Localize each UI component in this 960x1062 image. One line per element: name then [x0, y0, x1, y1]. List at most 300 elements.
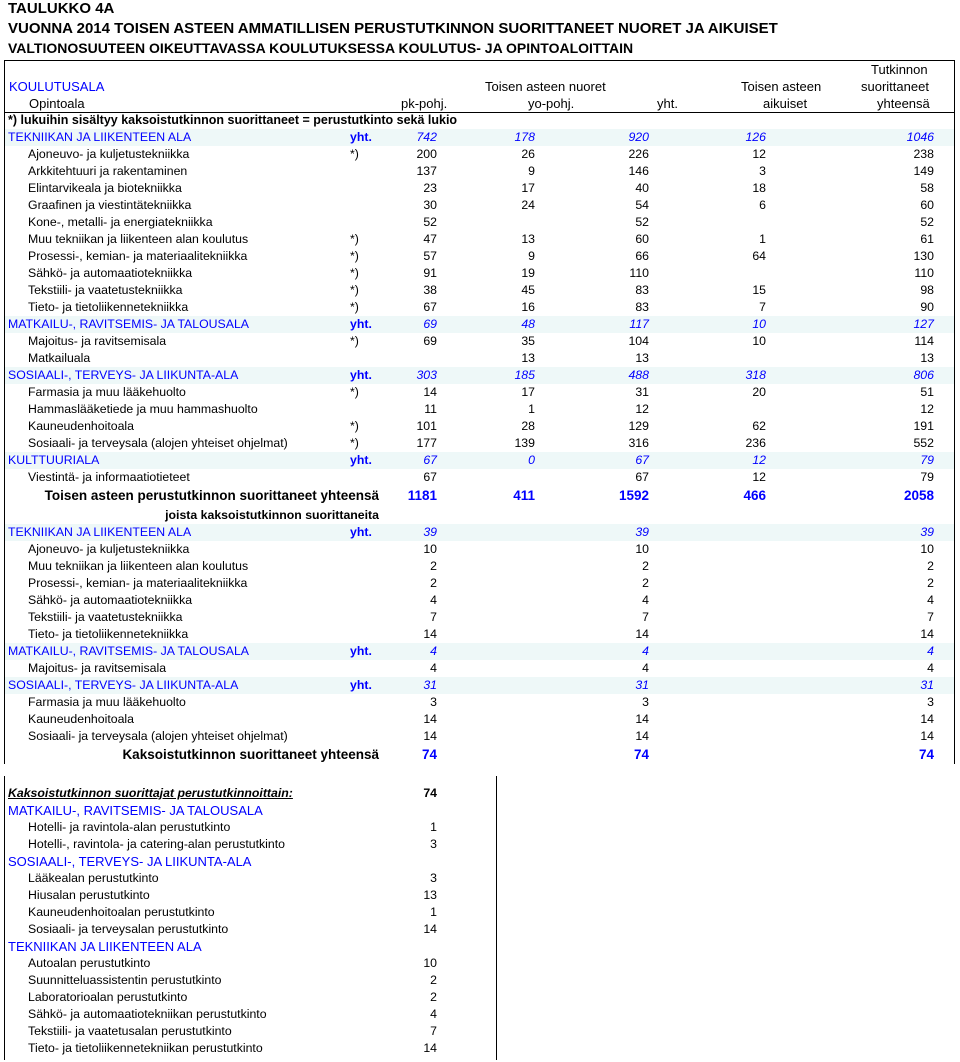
- row-label: Majoitus- ja ravitsemisala: [28, 334, 167, 348]
- cell-pk: 67: [423, 300, 437, 314]
- cell-value: 1: [430, 905, 437, 919]
- list-item: [4, 785, 955, 802]
- cell-value: 7: [430, 1024, 437, 1038]
- cell-value: 4: [430, 1007, 437, 1021]
- cell-tot: 2058: [903, 488, 934, 503]
- row-label: Arkkitehtuuri ja rakentaminen: [28, 164, 188, 178]
- table-row: [4, 541, 955, 558]
- cell-tot: 238: [913, 147, 934, 161]
- cell-value: 14: [423, 1041, 437, 1055]
- cell-pk: 4: [430, 593, 437, 607]
- row-label: SOSIAALI-, TERVEYS- JA LIIKUNTA-ALA: [8, 368, 239, 382]
- sub-heading-row: [4, 506, 955, 524]
- table-number: TAULUKKO 4A: [8, 0, 115, 17]
- cell-yht: 3: [642, 695, 649, 709]
- cell-tot: 39: [920, 525, 934, 539]
- category-row: [4, 316, 955, 333]
- row-label: TEKNIIKAN JA LIIKENTEEN ALA: [8, 939, 202, 954]
- row-label: Viestintä- ja informaatiotieteet: [28, 470, 190, 484]
- cell-aik: 12: [752, 147, 766, 161]
- cell-yht: 226: [628, 147, 649, 161]
- row-mark: yht.: [350, 678, 372, 692]
- cell-yo: 185: [514, 368, 535, 382]
- cell-yht: 31: [635, 678, 649, 692]
- cell-tot: 1046: [906, 130, 934, 144]
- cell-pk: 303: [416, 368, 437, 382]
- cell-tot: 58: [920, 181, 934, 195]
- cell-yht: 83: [635, 283, 649, 297]
- list-item: [4, 904, 955, 921]
- table-row: [4, 163, 955, 180]
- table-main: [4, 129, 955, 506]
- cell-pk: 4: [430, 644, 437, 658]
- header-pk: pk-pohj.: [401, 96, 448, 111]
- row-mark: *): [350, 249, 359, 263]
- row-label: Kauneudenhoitoala: [28, 419, 134, 433]
- table-row: [4, 350, 955, 367]
- row-label: Toisen asteen perustutkinnon suorittaneet yhteensä: [44, 488, 379, 503]
- cell-aik: 7: [759, 300, 766, 314]
- cell-pk: 57: [423, 249, 437, 263]
- cell-tot: 806: [913, 368, 934, 382]
- table-row: [4, 660, 955, 677]
- table-row: [4, 231, 955, 248]
- cell-tot: 149: [913, 164, 934, 178]
- cell-yht: 39: [635, 525, 649, 539]
- header-aikuiset-1: Toisen asteen: [741, 79, 822, 94]
- row-label: Sosiaali- ja terveysalan perustutkinto: [28, 922, 229, 936]
- category-row: [4, 802, 955, 819]
- table-row: [4, 401, 955, 418]
- table-row: [4, 592, 955, 609]
- row-label: Autoalan perustutkinto: [28, 956, 151, 970]
- cell-yo: 17: [521, 385, 535, 399]
- row-mark: yht.: [350, 368, 372, 382]
- page-title: VUONNA 2014 TOISEN ASTEEN AMMATILLISEN PERUSTUTKINNON SUORITTANEET NUORET JA AIKUISET: [8, 20, 778, 37]
- cell-tot: 51: [920, 385, 934, 399]
- cell-aik: 318: [745, 368, 766, 382]
- cell-aik: 10: [752, 334, 766, 348]
- cell-value: 74: [423, 786, 437, 800]
- table-row: [4, 248, 955, 265]
- cell-yht: 67: [635, 453, 649, 467]
- header-tot-2: suorittaneet: [861, 79, 929, 94]
- row-label: Muu tekniikan ja liikenteen alan koulutus: [28, 232, 249, 246]
- list-item: [4, 972, 955, 989]
- category-row: [4, 524, 955, 541]
- row-label: Prosessi-, kemian- ja materiaalitekniikka: [28, 576, 248, 590]
- row-label: Suunnitteluassistentin perustutkinto: [28, 973, 222, 987]
- cell-aik: 64: [752, 249, 766, 263]
- row-label: Kauneudenhoitoalan perustutkinto: [28, 905, 215, 919]
- row-mark: yht.: [350, 317, 372, 331]
- cell-tot: 60: [920, 198, 934, 212]
- cell-yo: 19: [521, 266, 535, 280]
- row-mark: yht.: [350, 130, 372, 144]
- table-row: [4, 282, 955, 299]
- row-label: Elintarvikeala ja biotekniikka: [28, 181, 182, 195]
- cell-tot: 14: [920, 627, 934, 641]
- cell-tot: 4: [927, 593, 934, 607]
- list-item: [4, 870, 955, 887]
- cell-yht: 117: [629, 317, 649, 331]
- table-header: [4, 60, 955, 112]
- cell-yo: 28: [521, 419, 535, 433]
- category-row: [4, 129, 955, 146]
- cell-tot: 12: [920, 402, 934, 416]
- row-label: Kauneudenhoitoala: [28, 712, 134, 726]
- row-label: Tekstiili- ja vaatetustekniikka: [28, 283, 183, 297]
- row-label: Tieto- ja tietoliikennetekniikka: [28, 300, 189, 314]
- table-row: [4, 469, 955, 486]
- cell-aik: 12: [752, 470, 766, 484]
- cell-value: 1: [430, 820, 437, 834]
- list-item: [4, 1006, 955, 1023]
- cell-tot: 127: [913, 317, 934, 331]
- cell-pk: 74: [421, 747, 437, 762]
- cell-tot: 52: [920, 215, 934, 229]
- table-row: [4, 575, 955, 592]
- cell-pk: 38: [423, 283, 437, 297]
- cell-yo: 16: [521, 300, 535, 314]
- table-row: [4, 214, 955, 231]
- row-mark: yht.: [350, 525, 372, 539]
- cell-yo: 139: [514, 436, 535, 450]
- cell-aik: 62: [752, 419, 766, 433]
- table-row: [4, 418, 955, 435]
- table-row: [4, 384, 955, 401]
- cell-pk: 14: [423, 627, 437, 641]
- table-row: [4, 558, 955, 575]
- cell-yht: 52: [635, 215, 649, 229]
- header-yo: yo-pohj.: [528, 96, 575, 111]
- cell-tot: 14: [920, 712, 934, 726]
- cell-yo: 1: [528, 402, 535, 416]
- row-label: MATKAILU-, RAVITSEMIS- JA TALOUSALA: [8, 644, 249, 658]
- page-subtitle: VALTIONOSUUTEEN OIKEUTTAVASSA KOULUTUKSESSA KOULUTUS- JA OPINTOALOITTAIN: [8, 40, 634, 56]
- header-aikuiset-2: aikuiset: [763, 96, 808, 111]
- row-label: Hotelli-, ravintola- ja catering-alan perustutkinto: [28, 837, 285, 851]
- cell-pk: 39: [423, 525, 437, 539]
- row-label: Hiusalan perustutkinto: [28, 888, 150, 902]
- cell-pk: 91: [423, 266, 437, 280]
- cell-tot: 31: [920, 678, 934, 692]
- cell-yht: 129: [628, 419, 649, 433]
- cell-yo: 48: [521, 317, 535, 331]
- cell-aik: 10: [752, 317, 766, 331]
- list-item: [4, 887, 955, 904]
- cell-yht: 74: [633, 747, 649, 762]
- cell-pk: 69: [423, 317, 437, 331]
- cell-yo: 178: [514, 130, 535, 144]
- row-label: Tekstiili- ja vaatetustekniikka: [28, 610, 183, 624]
- row-label: Tieto- ja tietoliikennetekniikka: [28, 627, 189, 641]
- row-label: Prosessi-, kemian- ja materiaalitekniikka: [28, 249, 248, 263]
- row-mark: *): [350, 232, 359, 246]
- cell-yht: 14: [635, 712, 649, 726]
- cell-yo: 45: [521, 283, 535, 297]
- category-row: [4, 853, 955, 870]
- cell-yht: 4: [642, 661, 649, 675]
- cell-yo: 0: [528, 453, 535, 467]
- row-label: Laboratorioalan perustutkinto: [28, 990, 188, 1004]
- table-row: [4, 711, 955, 728]
- header-koulutusala: KOULUTUSALA: [9, 79, 105, 94]
- cell-yht: 14: [635, 627, 649, 641]
- row-mark: *): [350, 334, 359, 348]
- table-row: [4, 299, 955, 316]
- cell-tot: 7: [927, 610, 934, 624]
- row-label: Hammaslääketiede ja muu hammashuolto: [28, 402, 258, 416]
- cell-tot: 191: [913, 419, 934, 433]
- row-label: MATKAILU-, RAVITSEMIS- JA TALOUSALA: [8, 317, 249, 331]
- cell-yht: 14: [635, 729, 649, 743]
- table-by-degree: [4, 785, 955, 1057]
- header-tot-3: yhteensä: [877, 96, 930, 111]
- cell-aik: 12: [752, 453, 766, 467]
- category-row: [4, 367, 955, 384]
- cell-yht: 60: [635, 232, 649, 246]
- category-row: [4, 677, 955, 694]
- cell-yht: 12: [635, 402, 649, 416]
- cell-pk: 69: [423, 334, 437, 348]
- table-row: [4, 609, 955, 626]
- cell-pk: 23: [423, 181, 437, 195]
- cell-pk: 52: [423, 215, 437, 229]
- row-label: Sähkö- ja automaatiotekniikka: [28, 593, 193, 607]
- row-label: Graafinen ja viestintätekniikka: [28, 198, 192, 212]
- cell-pk: 1181: [407, 488, 437, 503]
- cell-yo: 9: [528, 249, 535, 263]
- footnote-row: [4, 112, 955, 129]
- header-tot-1: Tutkinnon: [871, 62, 928, 77]
- cell-tot: 98: [920, 283, 934, 297]
- cell-pk: 30: [423, 198, 437, 212]
- category-row: [4, 938, 955, 955]
- cell-yo: 411: [513, 488, 535, 503]
- cell-pk: 4: [430, 661, 437, 675]
- cell-tot: 2: [927, 576, 934, 590]
- row-label: Farmasia ja muu lääkehuolto: [28, 695, 186, 709]
- row-label: Tieto- ja tietoliikennetekniikan perustutkinto: [28, 1041, 263, 1055]
- cell-aik: 20: [752, 385, 766, 399]
- cell-yht: 54: [635, 198, 649, 212]
- row-label: TEKNIIKAN JA LIIKENTEEN ALA: [8, 130, 192, 144]
- sub-heading: joista kaksoistutkinnon suorittaneita: [165, 508, 379, 522]
- cell-tot: 552: [913, 436, 934, 450]
- row-label: Ajoneuvo- ja kuljetustekniikka: [28, 542, 190, 556]
- row-label: Sähkö- ja automaatiotekniikan perustutkinto: [28, 1007, 267, 1021]
- cell-pk: 2: [430, 559, 437, 573]
- footnote-text: *) lukuihin sisältyy kaksoistutkinnon suorittaneet = perustutkinto sekä lukio: [8, 113, 458, 127]
- cell-pk: 47: [423, 232, 437, 246]
- total-row: [4, 486, 955, 506]
- cell-tot: 79: [920, 453, 934, 467]
- cell-value: 3: [430, 871, 437, 885]
- row-mark: yht.: [350, 453, 372, 467]
- cell-pk: 7: [430, 610, 437, 624]
- cell-yht: 67: [635, 470, 649, 484]
- row-mark: *): [350, 300, 359, 314]
- cell-tot: 114: [914, 334, 934, 348]
- cell-tot: 4: [927, 644, 934, 658]
- cell-yht: 488: [628, 368, 649, 382]
- cell-pk: 2: [430, 576, 437, 590]
- cell-yht: 31: [635, 385, 649, 399]
- cell-pk: 742: [416, 130, 437, 144]
- cell-tot: 3: [927, 695, 934, 709]
- row-label: TEKNIIKAN JA LIIKENTEEN ALA: [8, 525, 192, 539]
- cell-value: 2: [430, 973, 437, 987]
- category-row: [4, 643, 955, 660]
- cell-aik: 15: [752, 283, 766, 297]
- table-row: [4, 180, 955, 197]
- cell-tot: 74: [918, 747, 934, 762]
- table-row: [4, 197, 955, 214]
- row-label: Tekstiili- ja vaatetusalan perustutkinto: [28, 1024, 232, 1038]
- cell-pk: 67: [423, 470, 437, 484]
- row-label: Kone-, metalli- ja energiatekniikka: [28, 215, 213, 229]
- cell-yht: 4: [642, 644, 649, 658]
- row-label: Sähkö- ja automaatiotekniikka: [28, 266, 193, 280]
- cell-aik: 3: [759, 164, 766, 178]
- table-double-degree: [4, 524, 955, 765]
- table-row: [4, 435, 955, 452]
- cell-pk: 14: [423, 729, 437, 743]
- cell-yo: 13: [521, 351, 535, 365]
- header-yht: yht.: [657, 96, 678, 111]
- cell-value: 2: [430, 990, 437, 1004]
- row-label: MATKAILU-, RAVITSEMIS- JA TALOUSALA: [8, 803, 263, 818]
- cell-yht: 1592: [618, 488, 649, 503]
- cell-tot: 4: [927, 661, 934, 675]
- cell-aik: 18: [752, 181, 766, 195]
- row-mark: *): [350, 266, 359, 280]
- cell-tot: 2: [927, 559, 934, 573]
- cell-pk: 67: [423, 453, 437, 467]
- row-label: Kaksoistutkinnon suorittajat perustutkinnoittain:: [8, 786, 293, 800]
- list-item: [4, 1023, 955, 1040]
- cell-aik: 126: [745, 130, 766, 144]
- cell-aik: 466: [743, 488, 766, 503]
- cell-yo: 9: [528, 164, 535, 178]
- cell-tot: 10: [920, 542, 934, 556]
- row-label: Sosiaali- ja terveysala (alojen yhteiset ohjelmat): [28, 729, 288, 743]
- cell-value: 13: [423, 888, 437, 902]
- header-nuoret: Toisen asteen nuoret: [485, 79, 606, 94]
- cell-yht: 40: [635, 181, 649, 195]
- cell-yht: 104: [628, 334, 649, 348]
- table-body: [4, 112, 955, 1057]
- cell-pk: 200: [416, 147, 437, 161]
- row-label: Sosiaali- ja terveysala (alojen yhteiset ohjelmat): [28, 436, 288, 450]
- cell-yht: 66: [635, 249, 649, 263]
- cell-yo: 35: [521, 334, 535, 348]
- cell-yht: 2: [642, 576, 649, 590]
- row-mark: *): [350, 385, 359, 399]
- cell-value: 10: [423, 956, 437, 970]
- row-label: Ajoneuvo- ja kuljetustekniikka: [28, 147, 190, 161]
- cell-aik: 1: [759, 232, 766, 246]
- row-label: Lääkealan perustutkinto: [28, 871, 159, 885]
- row-label: SOSIAALI-, TERVEYS- JA LIIKUNTA-ALA: [8, 678, 239, 692]
- cell-tot: 61: [920, 232, 934, 246]
- header-opintoala: Opintoala: [29, 96, 85, 111]
- table-row: [4, 626, 955, 643]
- row-label: SOSIAALI-, TERVEYS- JA LIIKUNTA-ALA: [8, 854, 252, 869]
- cell-tot: 110: [914, 266, 934, 280]
- cell-yo: 17: [521, 181, 535, 195]
- list-item: [4, 955, 955, 972]
- list-item: [4, 819, 955, 836]
- table-row: [4, 694, 955, 711]
- table-row: [4, 146, 955, 163]
- cell-yht: 146: [628, 164, 649, 178]
- cell-yht: 7: [642, 610, 649, 624]
- list-item: [4, 989, 955, 1006]
- row-mark: *): [350, 147, 359, 161]
- cell-tot: 130: [913, 249, 934, 263]
- cell-pk: 137: [416, 164, 437, 178]
- cell-yht: 10: [635, 542, 649, 556]
- cell-yht: 2: [642, 559, 649, 573]
- list-item: [4, 1040, 955, 1057]
- row-mark: yht.: [350, 644, 372, 658]
- list-item: [4, 836, 955, 853]
- row-label: Farmasia ja muu lääkehuolto: [28, 385, 186, 399]
- cell-pk: 177: [416, 436, 437, 450]
- row-label: Majoitus- ja ravitsemisala: [28, 661, 167, 675]
- cell-pk: 101: [416, 419, 437, 433]
- category-row: [4, 452, 955, 469]
- cell-value: 3: [430, 837, 437, 851]
- list-item: [4, 921, 955, 938]
- cell-tot: 79: [920, 470, 934, 484]
- cell-yo: 26: [521, 147, 535, 161]
- cell-aik: 6: [759, 198, 766, 212]
- cell-pk: 14: [423, 712, 437, 726]
- total-row: [4, 745, 955, 765]
- cell-value: 14: [423, 922, 437, 936]
- cell-yo: 24: [521, 198, 535, 212]
- cell-yo: 13: [521, 232, 535, 246]
- cell-yht: 13: [635, 351, 649, 365]
- cell-pk: 31: [423, 678, 437, 692]
- row-label: KULTTUURIALA: [8, 453, 100, 467]
- cell-pk: 3: [430, 695, 437, 709]
- row-label: Muu tekniikan ja liikenteen alan koulutus: [28, 559, 249, 573]
- cell-pk: 11: [424, 402, 437, 416]
- cell-pk: 14: [423, 385, 437, 399]
- row-label: Matkailuala: [28, 351, 91, 365]
- cell-tot: 13: [920, 351, 934, 365]
- row-label: Kaksoistutkinnon suorittaneet yhteensä: [122, 747, 379, 762]
- table-row: [4, 265, 955, 282]
- row-label: Hotelli- ja ravintola-alan perustutkinto: [28, 820, 231, 834]
- cell-yht: 83: [635, 300, 649, 314]
- cell-yht: 316: [628, 436, 649, 450]
- cell-yht: 4: [642, 593, 649, 607]
- row-mark: *): [350, 436, 359, 450]
- table-row: [4, 333, 955, 350]
- cell-tot: 90: [920, 300, 934, 314]
- cell-yht: 110: [629, 266, 649, 280]
- cell-yht: 920: [628, 130, 649, 144]
- cell-aik: 236: [745, 436, 766, 450]
- cell-pk: 10: [423, 542, 437, 556]
- row-mark: *): [350, 419, 359, 433]
- row-mark: *): [350, 283, 359, 297]
